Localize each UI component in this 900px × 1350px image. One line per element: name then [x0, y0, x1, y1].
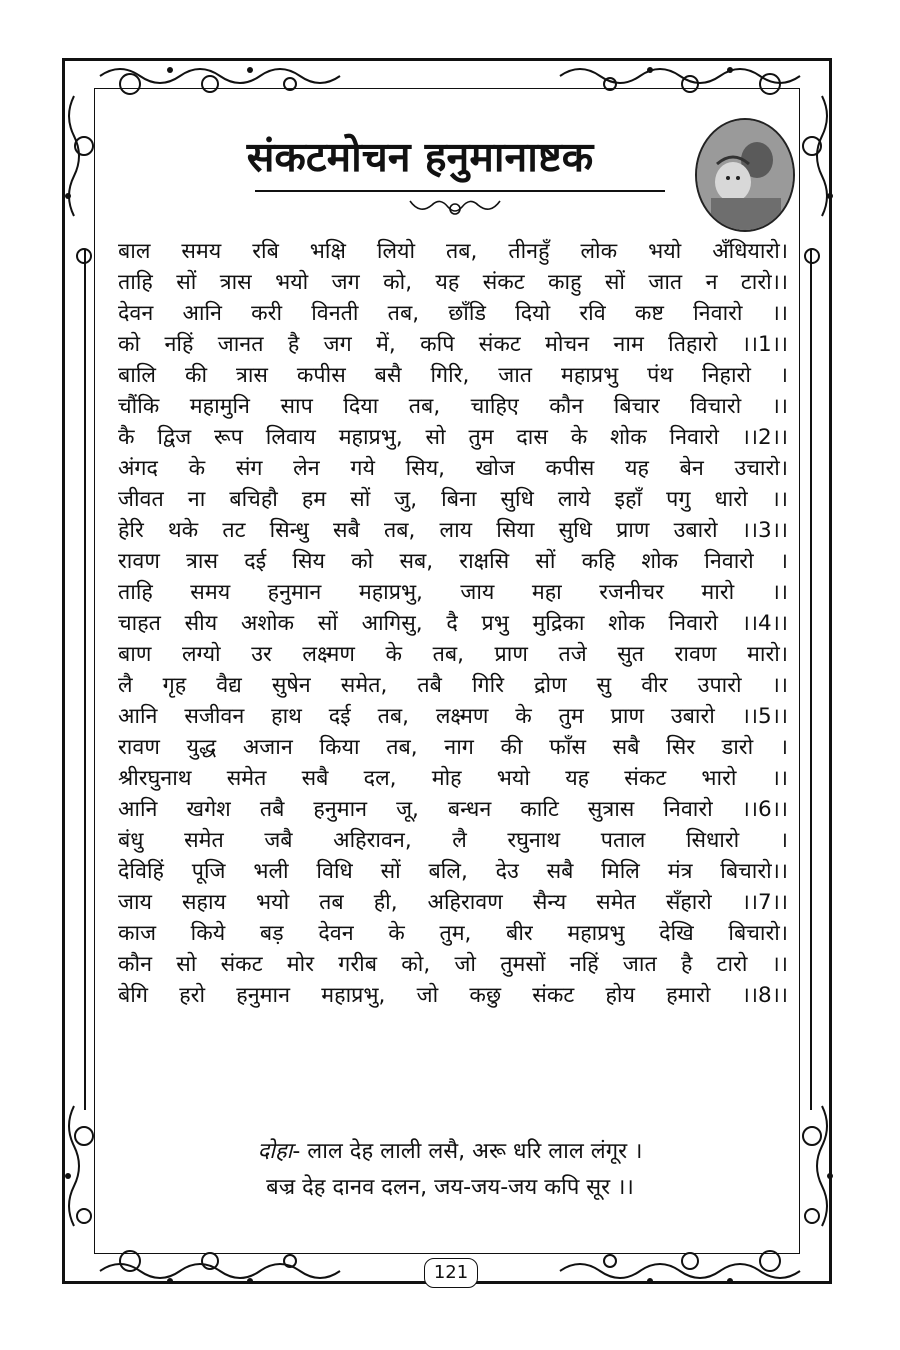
verse-line: को नहिं जानत है जग में, कपि संकट मोचन नाम तिहारो ।।1।।	[118, 332, 788, 357]
hanuman-portrait	[695, 118, 795, 232]
title-underline	[255, 190, 665, 192]
title-flourish-icon	[405, 193, 505, 219]
verse-line: अंगद के संग लेन गये सिय, खोज कपीस यह बेन उचारो।	[118, 456, 788, 481]
verse-line: चौंकि महामुनि साप दिया तब, चाहिए कौन बिचार विचारो ।।	[118, 394, 788, 419]
verse-line: कै द्विज रूप लिवाय महाप्रभु, सो तुम दास के शोक निवारो ।।2।।	[118, 425, 788, 450]
verse-line: लै गृह वैद्य सुषेन समेत, तबै गिरि द्रोण सु वीर उपारो ।।	[118, 673, 788, 698]
page-title: संकटमोचन हनुमानाष्टक	[246, 133, 594, 181]
hanuman-portrait-icon	[697, 120, 793, 230]
verse-line: बेगि हरो हनुमान महाप्रभु, जो कछु संकट होय हमारो ।।8।।	[118, 983, 788, 1008]
verse-line: रावण त्रास दई सिय को सब, राक्षसि सों कहि शोक निवारो ।	[118, 549, 788, 574]
verse-line: हेरि थके तट सिन्धु सबै तब, लाय सिया सुधि प्राण उबारो ।।3।।	[118, 518, 788, 543]
doha-line-2: बज्र देह दानव दलन, जय-जय-जय कपि सूर ।।	[266, 1175, 634, 1200]
doha-label: दोहा	[257, 1139, 293, 1164]
verse-line: कौन सो संकट मोर गरीब को, जो तुमसों नहिं जात है टारो ।।	[118, 952, 788, 977]
verse-line: बाल समय रबि भक्षि लियो तब, तीनहुँ लोक भयो अँधियारो।	[118, 239, 788, 264]
verse-line: देवन आनि करी विनती तब, छाँडि दियो रवि कष्ट निवारो ।।	[118, 301, 788, 326]
verse-line: काज किये बड़ देवन के तुम, बीर महाप्रभु देखि बिचारो।	[118, 921, 788, 946]
verse-line: आनि सजीवन हाथ दई तब, लक्ष्मण के तुम प्राण उबारो ।।5।।	[118, 704, 788, 729]
verse-line: श्रीरघुनाथ समेत सबै दल, मोह भयो यह संकट भारो ।।	[118, 766, 788, 791]
verse-line: बालि की त्रास कपीस बसै गिरि, जात महाप्रभु पंथ निहारो ।	[118, 363, 788, 388]
verse-block	[118, 236, 788, 1011]
verse-line: ताहि सों त्रास भयो जग को, यह संकट काहु सों जात न टारो।।	[118, 270, 788, 295]
verse-line: रावण युद्ध अजान किया तब, नाग की फाँस सबै सिर डारो ।	[118, 735, 788, 760]
doha-line-1	[140, 1134, 760, 1170]
page-number: 121	[424, 1258, 478, 1288]
doha-couplet	[140, 1134, 760, 1206]
verse-line: बंधु समेत जबै अहिरावन, लै रघुनाथ पताल सिधारो ।	[118, 828, 788, 853]
verse-line: जीवत ना बचिहौ हम सों जु, बिना सुधि लाये इहाँ पगु धारो ।।	[118, 487, 788, 512]
verse-line: जाय सहाय भयो तब ही, अहिरावण सैन्य समेत सँहारो ।।7।।	[118, 890, 788, 915]
verse-line: ताहि समय हनुमान महाप्रभु, जाय महा रजनीचर मारो ।।	[118, 580, 788, 605]
verse-line: देविहिं पूजि भली विधि सों बलि, देउ सबै मिलि मंत्र बिचारो।।	[118, 859, 788, 884]
verse-line: चाहत सीय अशोक सों आगिसु, दै प्रभु मुद्रिका शोक निवारो ।।4।।	[118, 611, 788, 636]
verse-line: आनि खगेश तबै हनुमान जू, बन्धन काटि सुत्रास निवारो ।।6।।	[118, 797, 788, 822]
verse-line: बाण लग्यो उर लक्ष्मण के तब, प्राण तजे सुत रावण मारो।	[118, 642, 788, 667]
doha-line-1-text: - लाल देह लाली लसै, अरू धरि लाल लंगूर ।	[292, 1139, 643, 1164]
